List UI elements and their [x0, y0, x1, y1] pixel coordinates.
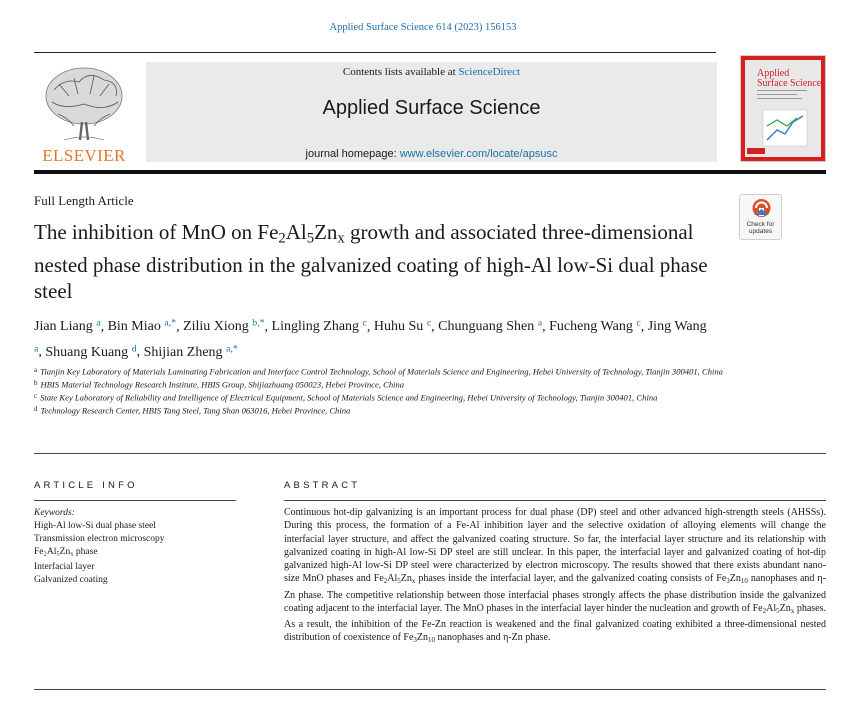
keyword: Galvanized coating: [34, 574, 108, 585]
author-affiliation-mark[interactable]: a,*: [226, 343, 238, 355]
contents-prefix: Contents lists available at: [342, 66, 459, 78]
title-part: growth and associated three-dimensional nested phase distribution in the galvanized coating of high-Al low-Si dual phase steel: [34, 220, 708, 303]
title-subscript: 5: [306, 230, 315, 247]
keyword: Transmission electron microscopy: [34, 534, 165, 544]
affiliation-text: Tianjin Key Laboratory of Materials Laminating Fabrication and Interface Control Technology, School of Materials Science and Engineering, Hebei University of Technology, Tianjin 300401, China: [40, 366, 723, 377]
keyword-part: Al: [46, 547, 57, 557]
cover-title-line1: Applied: [757, 68, 790, 79]
abstract-subscript: 2: [762, 606, 767, 615]
title-subscript: 2: [278, 230, 286, 247]
contents-line: [146, 66, 717, 78]
affiliation-mark: a: [34, 367, 38, 374]
author-affiliation-mark[interactable]: a: [96, 318, 101, 329]
abstract-text: nanophases and η-Zn phase. The competitive relationship between those interfacial phases strongly affects the phase distribution inside the galvanized coating adjacent to the interfacial layer. The MnO phases in the interfacial layer hinder the nucleation and growth of Fe: [284, 573, 826, 614]
author-name[interactable]: Jian Liang: [34, 319, 93, 335]
abstract-subscript: 10: [740, 577, 748, 586]
abstract-subscript: 2: [383, 577, 388, 586]
crossmark-icon: [740, 195, 783, 219]
abstract-subscript: x: [790, 606, 795, 615]
author[interactable]: [438, 319, 542, 334]
abstract-subscript: x: [411, 577, 416, 586]
author-name[interactable]: Fucheng Wang: [549, 319, 633, 335]
title-part: The inhibition of MnO on Fe: [34, 220, 279, 244]
abstract-text: Al: [766, 602, 777, 614]
author-name[interactable]: Huhu Su: [373, 319, 424, 335]
abstract-text: Continuous hot-dip galvanizing is an important process for dual phase (DP) steel and other advanced high-strength steels (AHSSs). During this process, the formation of a Fe-Al inhibition layer and the selective oxidation of alloying elements will change the interfacial layer structure, and affect the galvanized coating structure. So far, the interfacial layer structure and its relationship with galvanized coating in high-Al low-Si DP steel are still unclear. In this paper, the interfacial layer and galvanized coating of hot-dip galvanized high-Al low-Si DP steel were characterized by electron microscopy. The results showed that there exists abundant nano-size MnO phases and Fe: [284, 507, 826, 585]
keyword-subscript: 2: [43, 550, 47, 558]
abstract-subscript: 10: [428, 635, 436, 644]
author-list: Jian Liang $^a$, Bin Miao $^{a,*}$, Ziliu Xiong $^{b,*}$, Lingling Zhang $^c$, Huhu Su $^c$, Chunguang Shen $^a$, Fucheng Wang $^c$, Jing Wang $^a$, Shuang Kuang $^d$, Shijian Zheng $^{a,*}$: [34, 318, 707, 360]
title-part: Zn: [314, 220, 338, 244]
affiliation-mark: d: [34, 405, 38, 413]
abstract-subscript: 3: [726, 577, 730, 586]
author[interactable]: [549, 319, 641, 334]
author-affiliation-mark[interactable]: b,*: [252, 318, 265, 329]
author-affiliation-mark[interactable]: c: [362, 318, 367, 329]
homepage-link[interactable]: www.elsevier.com/locate/apsusc: [399, 148, 558, 160]
affiliation: [34, 365, 724, 378]
author-name[interactable]: Shijian Zheng: [143, 344, 223, 360]
keywords-block: [34, 507, 244, 587]
affiliation-mark: c: [34, 392, 38, 400]
author-name[interactable]: Shuang Kuang: [45, 344, 129, 360]
keyword: [34, 546, 244, 561]
article-type: Full Length Article: [34, 193, 134, 208]
homepage-prefix: journal homepage:: [305, 148, 400, 160]
keyword-part: Zn: [59, 547, 71, 557]
abstract-divider: [284, 500, 826, 501]
affiliation-text: State Key Laboratory of Reliability and Intelligence of Electrical Equipment, School of Materials Science and Engineering, Hebei University of Technology, Tianjin 300401, China: [40, 392, 658, 403]
author[interactable]: [272, 319, 367, 334]
author-affiliation-mark[interactable]: c: [426, 318, 432, 329]
author-name[interactable]: Ziliu Xiong: [183, 319, 249, 335]
affiliation: [34, 404, 724, 417]
author-name[interactable]: Bin Miao: [107, 319, 161, 335]
abstract-body: [284, 506, 826, 647]
crossmark-line2: updates: [748, 228, 773, 235]
affiliation: [34, 378, 724, 391]
cover-title-line2: Surface Science: [757, 78, 822, 89]
author[interactable]: [108, 319, 176, 334]
affiliation: [34, 391, 724, 404]
author-affiliation-mark[interactable]: c: [636, 318, 641, 329]
affiliation-text: Technology Research Center, HBIS Tang Steel, Tang Shan 063016, Hebei Province, China: [40, 405, 351, 416]
author[interactable]: [374, 319, 431, 334]
footer-divider: [34, 689, 826, 690]
keyword: Interfacial layer: [34, 561, 95, 572]
keyword-subscript: x: [70, 550, 74, 558]
keyword-part: phase: [73, 547, 98, 557]
affiliation-mark: b: [34, 379, 38, 387]
author-affiliation-mark[interactable]: a: [537, 318, 543, 329]
crossmark-label: [739, 221, 782, 235]
homepage-line: [146, 148, 717, 160]
journal-citation[interactable]: Applied Surface Science 614 (2023) 156153: [329, 22, 517, 33]
abstract-text: phases. As a result, the inhibition of the Fe-Zn reaction is weakened and the final galvanized coating exhibited a three-dimensional nested distribution of coexistence of Fe: [284, 602, 826, 644]
author-affiliation-mark[interactable]: a: [34, 343, 39, 355]
affiliation-text: HBIS Material Technology Research Institute, HBIS Group, Shijiazhuang 050023, Hebei Province, China: [40, 379, 405, 390]
title-part: Al: [285, 220, 307, 244]
abstract-text: phases inside the interfacial layer, and the galvanized coating consists of Fe: [415, 573, 727, 585]
abstract-text: Zn: [779, 602, 791, 614]
author-name[interactable]: Lingling Zhang: [271, 319, 360, 335]
author-affiliation-mark[interactable]: d: [131, 343, 137, 355]
abstract-text: Zn: [416, 632, 429, 644]
abstract-subscript: 3: [413, 635, 417, 644]
author[interactable]: [34, 319, 101, 334]
author-name[interactable]: Jing Wang: [647, 319, 707, 335]
keyword-subscript: 5: [56, 550, 60, 558]
article-title: [34, 219, 724, 304]
publisher-wordmark: ELSEVIER: [42, 146, 126, 165]
abstract-text: Al: [387, 573, 398, 585]
cover-art: [741, 56, 825, 161]
author-name[interactable]: Chunguang Shen: [438, 319, 535, 335]
keyword-part: Fe: [34, 547, 44, 557]
keyword: High-Al low-Si dual phase steel: [34, 521, 156, 531]
journal-name: Applied Surface Science: [322, 97, 541, 119]
section-divider: [34, 453, 826, 454]
abstract-subscript: 5: [397, 577, 401, 586]
abstract-subscript: 5: [776, 606, 780, 615]
abstract-text: Zn: [729, 573, 741, 585]
author[interactable]: [144, 345, 238, 360]
author-affiliation-mark[interactable]: a,*: [164, 318, 177, 329]
author[interactable]: [45, 345, 136, 360]
affiliation-list: [34, 365, 724, 417]
crossmark-line1: Check for: [746, 221, 775, 228]
article-info-heading: ARTICLE INFO: [34, 480, 138, 491]
author[interactable]: [183, 319, 264, 334]
article-info-divider: [34, 500, 236, 501]
keywords-label: Keywords:: [34, 508, 75, 518]
abstract-heading: ABSTRACT: [284, 480, 361, 491]
abstract-text: nanophases and η-Zn phase.: [435, 632, 551, 644]
abstract-text: Zn: [400, 573, 412, 585]
masthead-divider: [34, 170, 826, 174]
sciencedirect-link[interactable]: ScienceDirect: [458, 66, 521, 78]
journal-cover-thumbnail[interactable]: [740, 55, 826, 162]
title-subscript: x: [337, 230, 345, 247]
header-divider: [34, 52, 716, 53]
